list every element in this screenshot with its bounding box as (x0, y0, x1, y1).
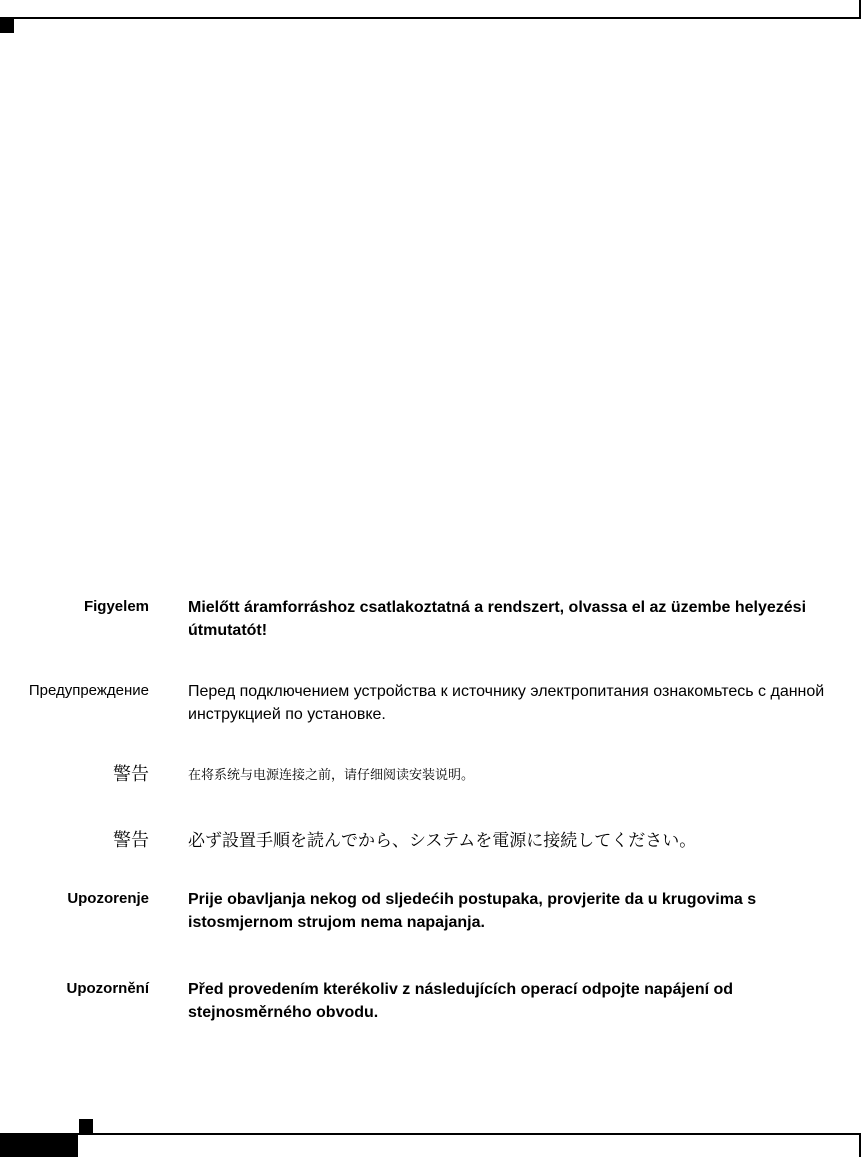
warning-text: Prije obavljanja nekog od sljedećih postupaka, provjerite da u krugovima s istosmjernom strujom nema napajanja. (188, 891, 757, 931)
warning-label: Figyelem (83, 598, 149, 615)
header-rule (0, 17, 861, 19)
warning-label: 警告 (113, 764, 149, 785)
warning-text: 在将系统与电源连接之前，请仔细阅读安装说明。 (188, 768, 475, 783)
warning-label: 警告 (113, 830, 149, 851)
footer-bar (0, 1133, 78, 1157)
footer-rule (78, 1133, 861, 1135)
warning-text: 必ず設置手順を読んでから、システムを電源に接続してください。 (188, 831, 697, 851)
warning-text: Mielőtt áramforráshoz csatlakoztatná a rendszert, olvassa el az üzembe helyezési útmutatót! (188, 599, 807, 639)
footer-marker-square (79, 1119, 93, 1133)
warning-label: Upozornění (66, 980, 149, 997)
warning-text: Перед подключением устройства к источнику электропитания ознакомьтесь с данной инструкцией по установке. (188, 683, 825, 723)
warning-label: Upozorenje (67, 890, 149, 907)
footer-corner-tick (859, 1133, 861, 1157)
warning-text: Před provedením kterékoliv z následujících operací odpojte napájení od stejnosměrného obvodu. (188, 981, 734, 1021)
header-marker-square (0, 19, 14, 33)
header-corner-tick (859, 0, 861, 19)
warning-label: Предупреждение (28, 682, 149, 699)
